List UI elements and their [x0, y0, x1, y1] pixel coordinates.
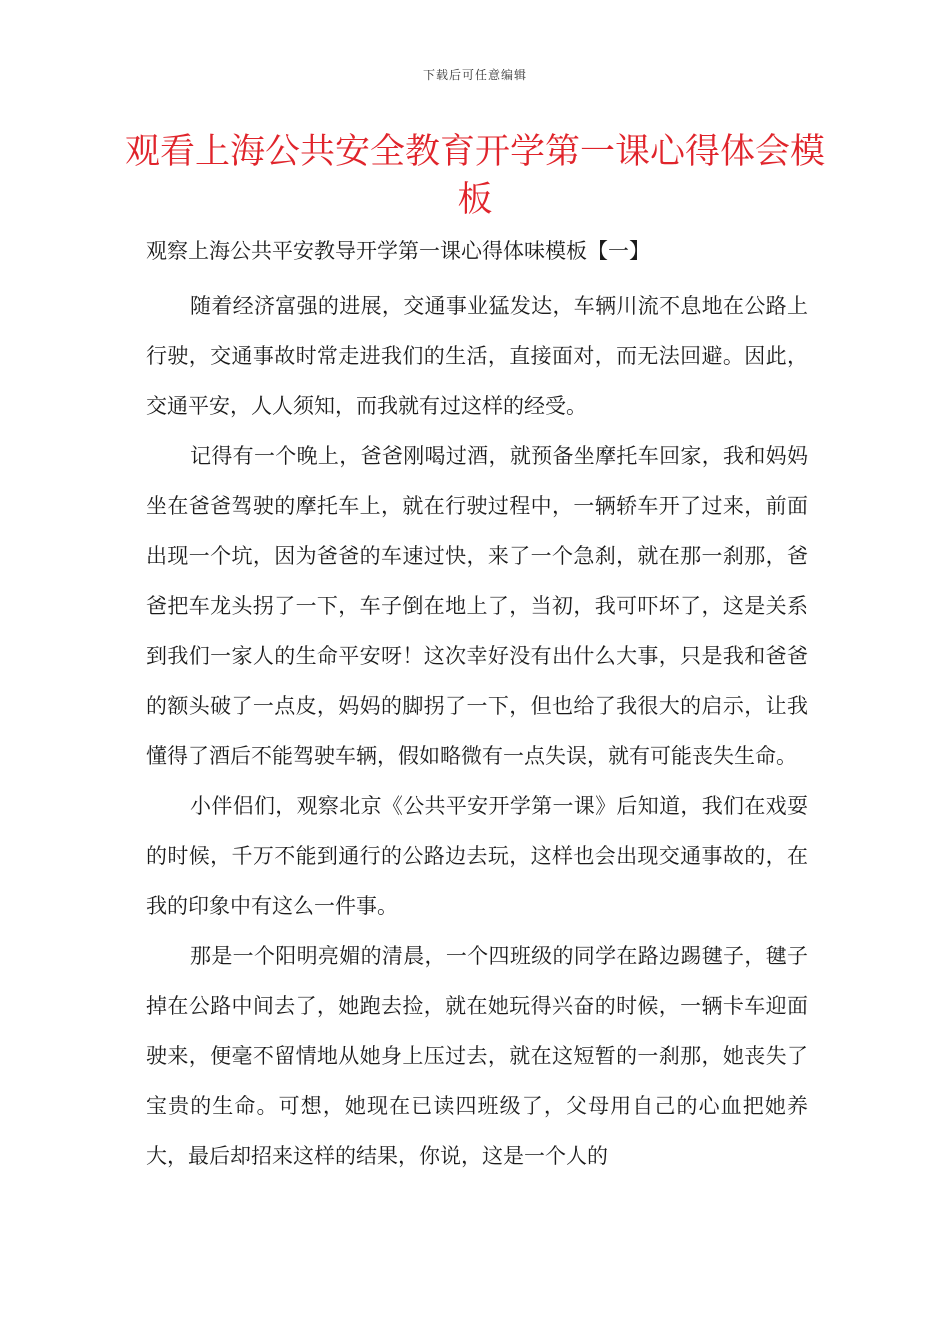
document-body — [146, 281, 808, 1181]
paragraph-4: 那是一个阳明亮媚的清晨，一个四班级的同学在路边踢毽子，毽子掉在公路中间去了，她跑去捡，就在她玩得兴奋的时候，一辆卡车迎面驶来，便毫不留情地从她身上压过去，就在这短暂的一刹那，她丧失了宝贵的生命。可想，她现在已读四班级了，父母用自己的心血把她养大，最后却招来这样的结果，你说，这是一个人的 — [146, 944, 808, 1168]
paragraph-2: 记得有一个晚上，爸爸刚喝过酒，就预备坐摩托车回家，我和妈妈坐在爸爸驾驶的摩托车上，就在行驶过程中，一辆轿车开了过来，前面出现一个坑，因为爸爸的车速过快，来了一个急刹，就在那一刹那，爸爸把车龙头拐了一下，车子倒在地上了，当初，我可吓坏了，这是关系到我们一家人的生命平安呀！这次幸好没有出什么大事，只是我和爸爸的额头破了一点皮，妈妈的脚拐了一下，但也给了我很大的启示，让我懂得了酒后不能驾驶车辆，假如略微有一点失误，就有可能丧失生命。 — [146, 444, 808, 768]
paragraph-3: 小伴侣们，观察北京《公共平安开学第一课》后知道，我们在戏耍的时候，千万不能到通行的公路边去玩，这样也会出现交通事故的，在我的印象中有这么一件事。 — [146, 794, 808, 918]
header-note: 下载后可任意编辑 — [422, 68, 527, 82]
document-title: 观看上海公共安全教育开学第一课心得体会模板 — [124, 132, 825, 220]
paragraph-1: 随着经济富强的进展，交通事业猛发达，车辆川流不息地在公路上行驶，交通事故时常走进我们的生活，直接面对，而无法回避。因此，交通平安，人人须知，而我就有过这样的经受。 — [146, 294, 808, 418]
document-subtitle: 观察上海公共平安教导开学第一课心得体味模板【一】 — [146, 239, 650, 263]
